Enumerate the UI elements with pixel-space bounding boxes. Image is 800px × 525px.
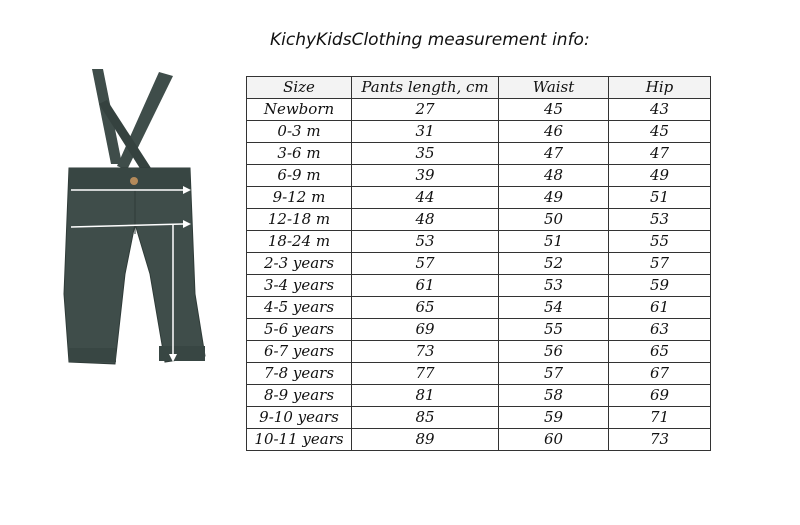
waist-cell: 51 xyxy=(499,231,609,253)
length-cell: 27 xyxy=(352,99,499,121)
table-row xyxy=(247,297,711,319)
size-cell: 7-8 years xyxy=(247,363,352,385)
hip-cell: 65 xyxy=(609,341,711,363)
hip-cell: 45 xyxy=(609,121,711,143)
table-row xyxy=(247,275,711,297)
suspender-pants-image xyxy=(55,64,215,374)
length-cell: 69 xyxy=(352,319,499,341)
length-cell: 39 xyxy=(352,165,499,187)
hip-cell: 73 xyxy=(609,429,711,451)
length-cell: 61 xyxy=(352,275,499,297)
table-row xyxy=(247,429,711,451)
table-row xyxy=(247,143,711,165)
size-cell: 9-10 years xyxy=(247,407,352,429)
right-strap xyxy=(117,72,173,170)
table-row xyxy=(247,99,711,121)
waist-cell: 56 xyxy=(499,341,609,363)
length-cell: 35 xyxy=(352,143,499,165)
waist-cell: 49 xyxy=(499,187,609,209)
left-cuff xyxy=(69,348,116,362)
size-cell: 4-5 years xyxy=(247,297,352,319)
table-header-row xyxy=(247,77,711,99)
length-cell: 81 xyxy=(352,385,499,407)
size-cell: Newborn xyxy=(247,99,352,121)
hip-cell: 71 xyxy=(609,407,711,429)
header-hip: Hip xyxy=(609,77,711,99)
table-row xyxy=(247,165,711,187)
waist-cell: 54 xyxy=(499,297,609,319)
waist-cell: 57 xyxy=(499,363,609,385)
size-cell: 6-9 m xyxy=(247,165,352,187)
size-cell: 8-9 years xyxy=(247,385,352,407)
hip-cell: 55 xyxy=(609,231,711,253)
waist-cell: 59 xyxy=(499,407,609,429)
waist-cell: 47 xyxy=(499,143,609,165)
measurement-table xyxy=(246,76,711,451)
size-cell: 3-6 m xyxy=(247,143,352,165)
waist-cell: 58 xyxy=(499,385,609,407)
waistband xyxy=(69,168,190,190)
length-cell: 77 xyxy=(352,363,499,385)
waist-cell: 45 xyxy=(499,99,609,121)
table-row xyxy=(247,187,711,209)
table-row xyxy=(247,253,711,275)
table-row xyxy=(247,363,711,385)
table-row xyxy=(247,209,711,231)
table-row xyxy=(247,319,711,341)
length-cell: 85 xyxy=(352,407,499,429)
header-waist: Waist xyxy=(499,77,609,99)
hip-cell: 57 xyxy=(609,253,711,275)
hip-cell: 53 xyxy=(609,209,711,231)
header-pants-length: Pants length, cm xyxy=(352,77,499,99)
hip-cell: 63 xyxy=(609,319,711,341)
hip-cell: 69 xyxy=(609,385,711,407)
length-cell: 53 xyxy=(352,231,499,253)
hip-cell: 49 xyxy=(609,165,711,187)
table-row xyxy=(247,121,711,143)
hip-cell: 67 xyxy=(609,363,711,385)
size-cell: 10-11 years xyxy=(247,429,352,451)
waist-cell: 46 xyxy=(499,121,609,143)
size-cell: 3-4 years xyxy=(247,275,352,297)
hip-cell: 61 xyxy=(609,297,711,319)
header-size: Size xyxy=(247,77,352,99)
table-row xyxy=(247,231,711,253)
table-row xyxy=(247,341,711,363)
waist-cell: 48 xyxy=(499,165,609,187)
length-cell: 31 xyxy=(352,121,499,143)
size-cell: 12-18 m xyxy=(247,209,352,231)
waist-cell: 50 xyxy=(499,209,609,231)
size-cell: 5-6 years xyxy=(247,319,352,341)
table-row xyxy=(247,407,711,429)
size-cell: 9-12 m xyxy=(247,187,352,209)
waist-cell: 53 xyxy=(499,275,609,297)
right-cuff xyxy=(159,346,205,361)
waist-button xyxy=(130,177,138,185)
hip-cell: 43 xyxy=(609,99,711,121)
size-cell: 0-3 m xyxy=(247,121,352,143)
page-title: KichyKidsClothing measurement info: xyxy=(270,30,590,50)
length-cell: 73 xyxy=(352,341,499,363)
length-cell: 48 xyxy=(352,209,499,231)
length-cell: 65 xyxy=(352,297,499,319)
waist-cell: 55 xyxy=(499,319,609,341)
size-cell: 2-3 years xyxy=(247,253,352,275)
table-row xyxy=(247,385,711,407)
length-cell: 57 xyxy=(352,253,499,275)
size-cell: 6-7 years xyxy=(247,341,352,363)
hip-cell: 59 xyxy=(609,275,711,297)
size-cell: 18-24 m xyxy=(247,231,352,253)
length-cell: 89 xyxy=(352,429,499,451)
waist-cell: 60 xyxy=(499,429,609,451)
waist-cell: 52 xyxy=(499,253,609,275)
length-cell: 44 xyxy=(352,187,499,209)
hip-cell: 51 xyxy=(609,187,711,209)
hip-cell: 47 xyxy=(609,143,711,165)
